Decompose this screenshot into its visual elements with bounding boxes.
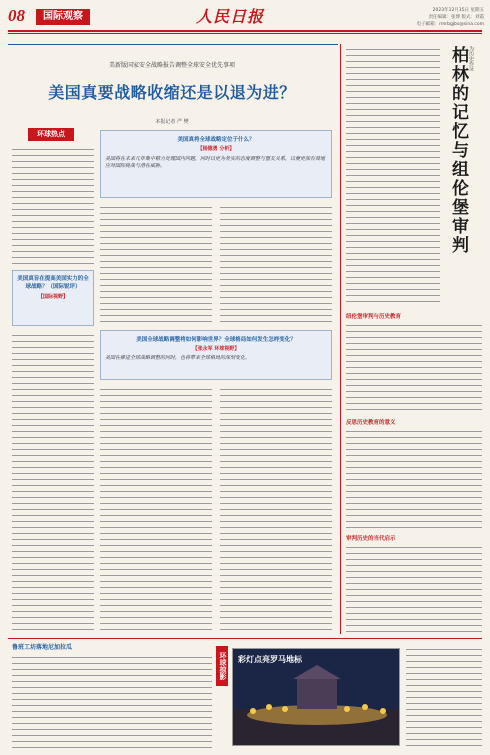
right-subhead-1: 纽伦堡审判与历史教育 bbox=[346, 314, 402, 320]
email-line: 电子邮箱：rmrbgjbs@sina.com bbox=[416, 22, 484, 27]
header-rule-thin bbox=[8, 33, 482, 34]
page-number: 08 bbox=[8, 6, 25, 25]
feature-box-2-text: 美国将在未来几年集中精力处理国内问题，同时以更为务实的态度调整与盟友关系，以便更加有效地应对国际挑战与潜在威胁。 bbox=[105, 156, 326, 169]
column-divider bbox=[340, 44, 341, 634]
main-kicker: 美新版国家安全战略报告调整全球安全优先事项 bbox=[108, 62, 235, 69]
right-subhead-3: 审判历史的当代启示 bbox=[346, 536, 396, 542]
newspaper-logo: 人民日报 bbox=[196, 7, 265, 26]
main-top-rule bbox=[8, 44, 338, 45]
col3-text-b bbox=[220, 386, 332, 632]
right-subhead-2: 反思历史教育的意义 bbox=[346, 420, 396, 426]
side-box-1 bbox=[12, 270, 94, 326]
hot-topic-tag: 环球热点 bbox=[28, 128, 74, 141]
bottom-left-text bbox=[12, 654, 212, 748]
right-text-c bbox=[346, 428, 482, 528]
feature-box-3 bbox=[100, 330, 332, 380]
col2-text-a bbox=[100, 204, 212, 324]
feature-box-3-sub: 【张永军 环球视野】 bbox=[192, 346, 240, 352]
side-box-1-sub: 【国际视野】 bbox=[37, 294, 68, 300]
col2-text-b bbox=[100, 386, 212, 632]
glimpse-tag: 环球掠影 bbox=[216, 646, 228, 686]
right-text-a bbox=[346, 46, 440, 306]
header-rule bbox=[8, 30, 482, 32]
bottom-left-headline: 鲁班工坊落地尼加拉瓜 bbox=[12, 644, 73, 651]
col1-text bbox=[12, 332, 94, 632]
photo-caption bbox=[406, 646, 482, 746]
col3-text-a bbox=[220, 204, 332, 324]
date-line: 2023年12月15日 星期五 bbox=[432, 8, 484, 13]
feature-box-3-text: 美国在推进全球战略调整的同时，也将带来全球格局的深刻变化。 bbox=[105, 355, 251, 361]
bottom-rule bbox=[8, 638, 482, 639]
right-kicker: 为历史作证 bbox=[468, 46, 474, 71]
feature-box-2 bbox=[100, 130, 332, 198]
feature-box-2-heading: 美国真将全球战略定位于什么？ bbox=[177, 137, 255, 143]
main-byline: 本报记者 严 樊 bbox=[155, 119, 189, 125]
editor-line: 责任编辑：张博 版式：刘霞 bbox=[428, 15, 484, 20]
right-text-d bbox=[346, 544, 482, 632]
feature-box-2-sub: 【杨德勇 分析】 bbox=[197, 146, 235, 152]
main-headline: 美国真要战略收缩还是以退为进？ bbox=[48, 83, 296, 102]
header-info bbox=[360, 7, 484, 28]
feature-box-3-heading: 美国全球战略调整将如何影响世界？全球格局如何发生怎样变化？ bbox=[136, 337, 296, 343]
right-text-b bbox=[346, 322, 482, 412]
photo-title: 彩灯点亮罗马地标 bbox=[238, 655, 302, 664]
right-headline: 柏林的记忆与组伦堡审判 bbox=[448, 46, 468, 255]
section-badge: 国际观察 bbox=[36, 9, 90, 25]
side-box-1-heading: 美国真旨在提高美国实力的全球战略？（国际锐评） bbox=[17, 276, 89, 290]
intro-text bbox=[12, 146, 94, 266]
